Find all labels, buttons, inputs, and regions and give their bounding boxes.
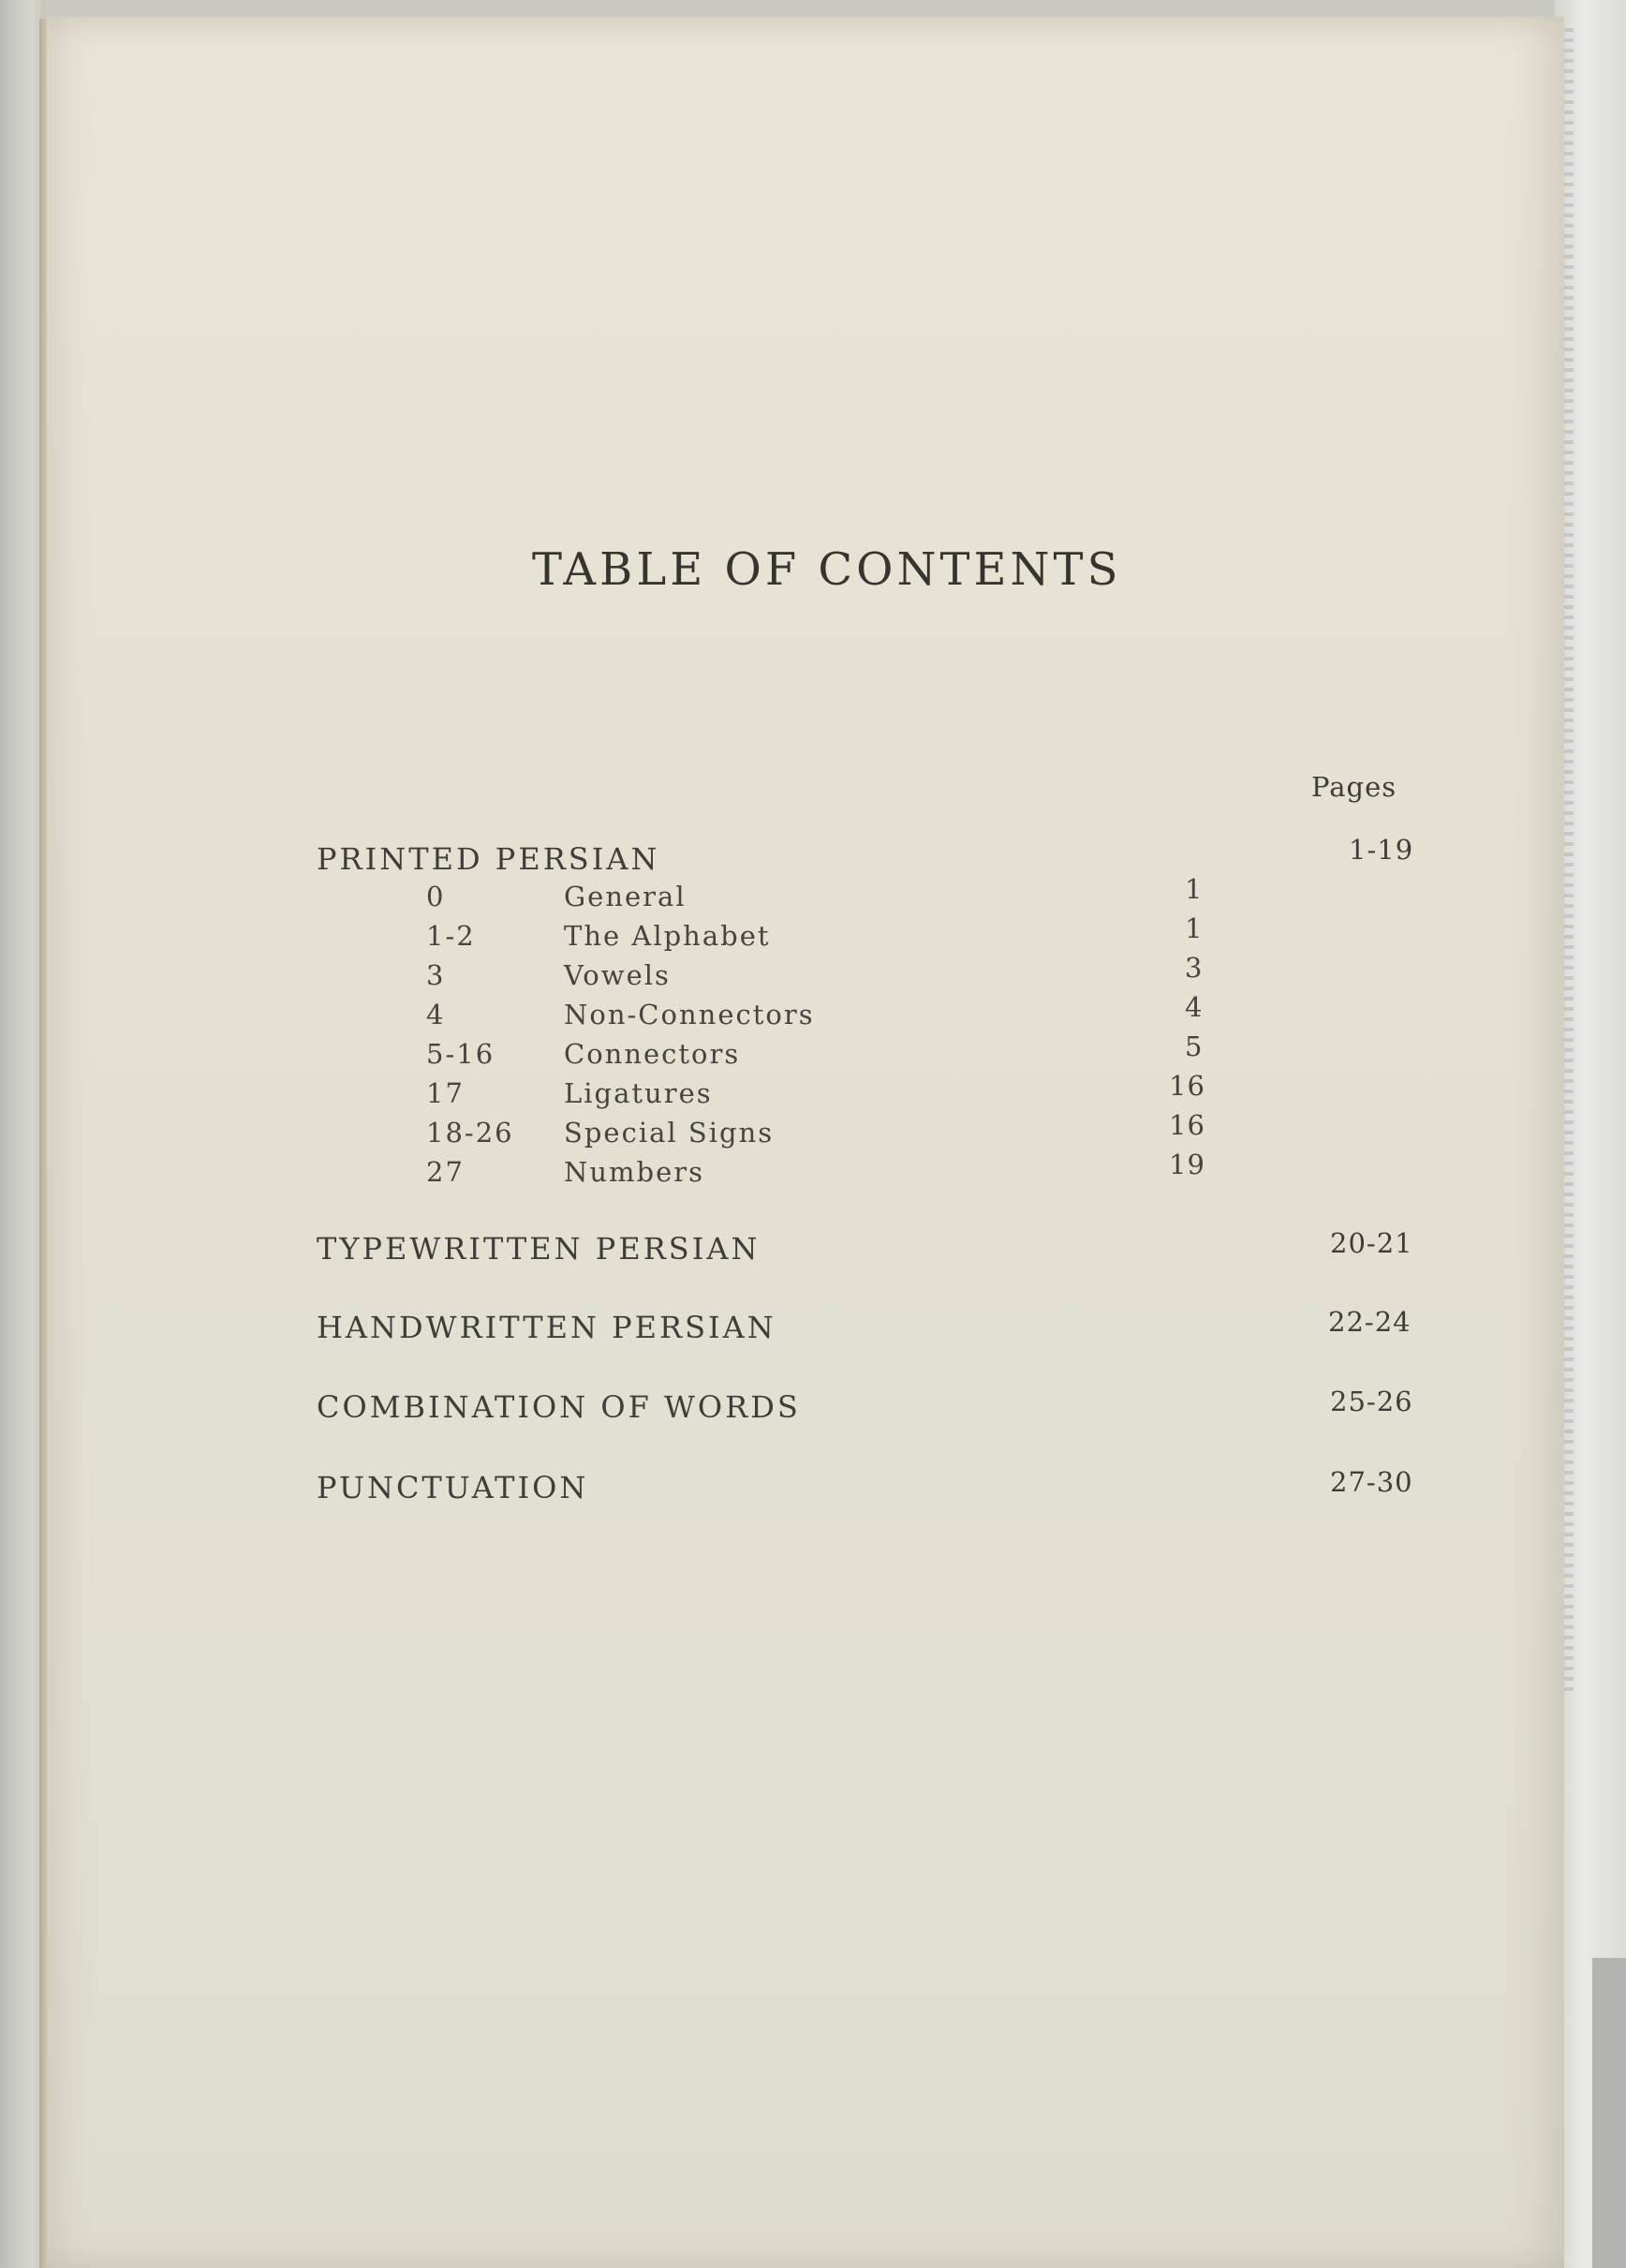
subsection-title: The Alphabet <box>564 920 771 952</box>
subsection-number: 1-2 <box>426 920 476 952</box>
section-title: TYPEWRITTEN PERSIAN <box>317 1231 761 1267</box>
subsection-number: 17 <box>426 1077 465 1109</box>
section-pages: 27-30 <box>1330 1466 1413 1498</box>
section-title: PRINTED PERSIAN <box>317 841 660 877</box>
subsection-page: 19 <box>1169 1149 1205 1180</box>
section-pages: 1-19 <box>1349 834 1414 866</box>
subsection-number: 5-16 <box>426 1038 495 1070</box>
subsection-page: 16 <box>1169 1070 1205 1102</box>
subsection-title: Special Signs <box>564 1117 775 1149</box>
subsection-number: 18-26 <box>426 1117 514 1149</box>
subsection-title: Numbers <box>564 1156 705 1188</box>
subsection-title: Vowels <box>564 959 671 991</box>
subsection-page: 3 <box>1185 952 1204 984</box>
subsection-number: 3 <box>426 959 446 991</box>
subsection-number: 0 <box>426 881 446 912</box>
section-pages: 25-26 <box>1330 1386 1413 1417</box>
subsection-page: 1 <box>1185 873 1204 905</box>
section-title: HANDWRITTEN PERSIAN <box>317 1310 776 1345</box>
subsection-page: 16 <box>1169 1109 1205 1141</box>
subsection-title: General <box>564 881 687 912</box>
subsection-title: Connectors <box>564 1038 741 1070</box>
section-pages: 22-24 <box>1328 1306 1412 1338</box>
background-lower-shadow <box>1592 1958 1626 2268</box>
subsection-number: 4 <box>426 999 446 1030</box>
pages-column-heading: Pages <box>1311 771 1397 803</box>
subsection-page: 4 <box>1185 991 1204 1023</box>
page-title: TABLE OF CONTENTS <box>532 543 1122 596</box>
subsection-page: 5 <box>1185 1030 1204 1062</box>
subsection-title: Ligatures <box>564 1077 713 1109</box>
background-right-strip <box>1555 0 1626 2268</box>
background-left-edge <box>0 0 45 2268</box>
subsection-page: 1 <box>1185 912 1204 944</box>
subsection-title: Non-Connectors <box>564 999 815 1030</box>
subsection-number: 27 <box>426 1156 465 1188</box>
section-title: PUNCTUATION <box>317 1470 589 1505</box>
section-pages: 20-21 <box>1330 1227 1413 1259</box>
section-title: COMBINATION OF WORDS <box>317 1389 801 1425</box>
book-page <box>47 17 1564 2268</box>
